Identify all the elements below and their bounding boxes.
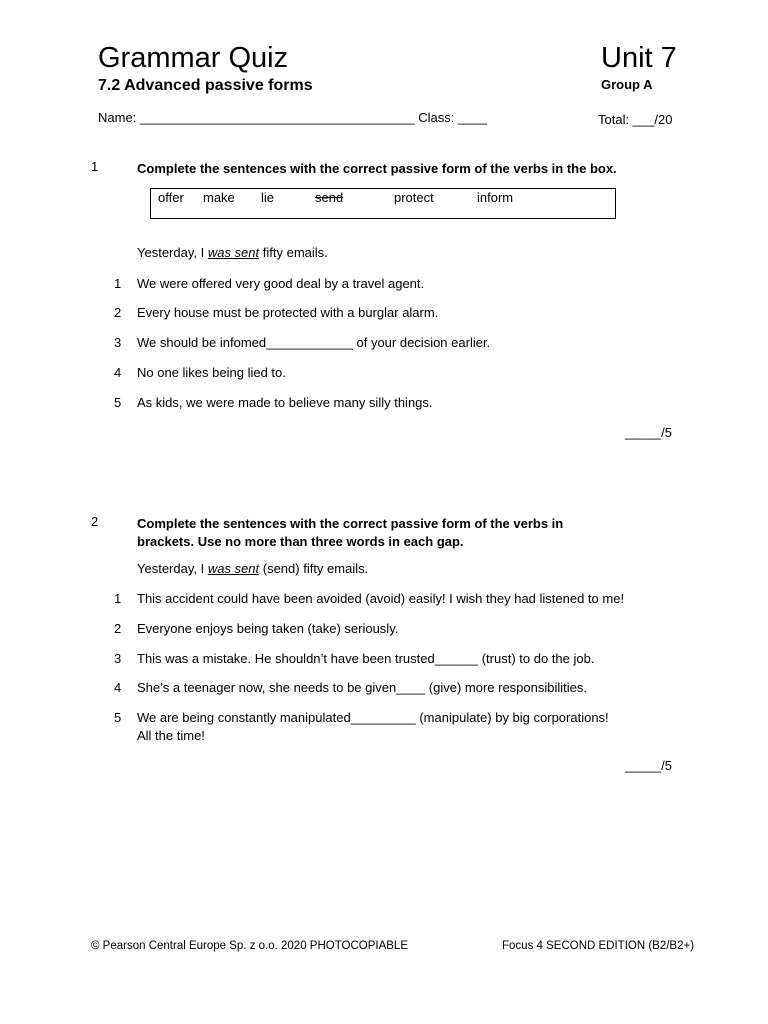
section-1-number: 1	[91, 159, 99, 174]
name-class-line: Name: ______________________________________ Class: ____	[98, 110, 487, 125]
box-word: offer	[158, 190, 184, 205]
section-2-example: Yesterday, I was sent (send) fifty emails.	[137, 561, 369, 576]
example-answer: was sent	[207, 245, 260, 260]
box-word: lie	[261, 190, 275, 205]
list-item: We were offered very good deal by a travel agent.	[137, 276, 425, 291]
page-title: Grammar Quiz	[98, 42, 289, 74]
unit-label: Unit 7	[601, 42, 677, 74]
page-subtitle: 7.2 Advanced passive forms	[98, 77, 313, 94]
list-item: As kids, we were made to believe many silly things.	[137, 395, 433, 410]
item-number: 1	[114, 276, 122, 291]
total-score: Total: ___/20	[598, 112, 673, 127]
list-item: Every house must be protected with a burglar alarm.	[137, 305, 439, 320]
list-item: Everyone enjoys being taken (take) seriously.	[137, 621, 399, 636]
word-box	[150, 188, 616, 219]
group-label: Group A	[601, 77, 653, 92]
item-number: 4	[114, 365, 122, 380]
section-2-score: _____/5	[625, 758, 672, 773]
list-item: This was a mistake. He shouldn’t have been trusted______ (trust) to do the job.	[137, 651, 595, 666]
list-item: This accident could have been avoided (avoid) easily! I wish they had listened to me!	[137, 591, 625, 606]
item-number: 4	[114, 680, 122, 695]
section-1-instruction: Complete the sentences with the correct passive form of the verbs in the box.	[137, 161, 617, 176]
box-word: inform	[477, 190, 514, 205]
footer-edition: Focus 4 SECOND EDITION (B2/B2+)	[502, 940, 695, 952]
list-item-continuation: All the time!	[137, 728, 205, 743]
example-answer: was sent	[207, 561, 260, 576]
box-word-crossed: send	[315, 190, 344, 205]
section-1-score: _____/5	[625, 425, 672, 440]
footer-copyright: © Pearson Central Europe Sp. z o.o. 2020 PHOTOCOPIABLE	[91, 940, 409, 952]
item-number: 3	[114, 335, 122, 350]
section-2-number: 2	[91, 514, 99, 529]
item-number: 2	[114, 621, 122, 636]
item-number: 5	[114, 395, 122, 410]
section-1-example: Yesterday, I was sent fifty emails.	[137, 245, 328, 260]
list-item: She’s a teenager now, she needs to be given____ (give) more responsibilities.	[137, 680, 587, 695]
item-number: 5	[114, 710, 122, 725]
list-item: We are being constantly manipulated_________ (manipulate) by big corporations!	[137, 710, 609, 725]
box-word: make	[203, 190, 235, 205]
box-word: protect	[394, 190, 434, 205]
list-item: We should be infomed____________ of your decision earlier.	[137, 335, 491, 350]
item-number: 1	[114, 591, 122, 606]
item-number: 3	[114, 651, 122, 666]
section-2-instruction-line-2: brackets. Use no more than three words in each gap.	[137, 534, 464, 549]
item-number: 2	[114, 305, 122, 320]
section-2-instruction-line-1: Complete the sentences with the correct passive form of the verbs in	[137, 516, 564, 531]
list-item: No one likes being lied to.	[137, 365, 286, 380]
